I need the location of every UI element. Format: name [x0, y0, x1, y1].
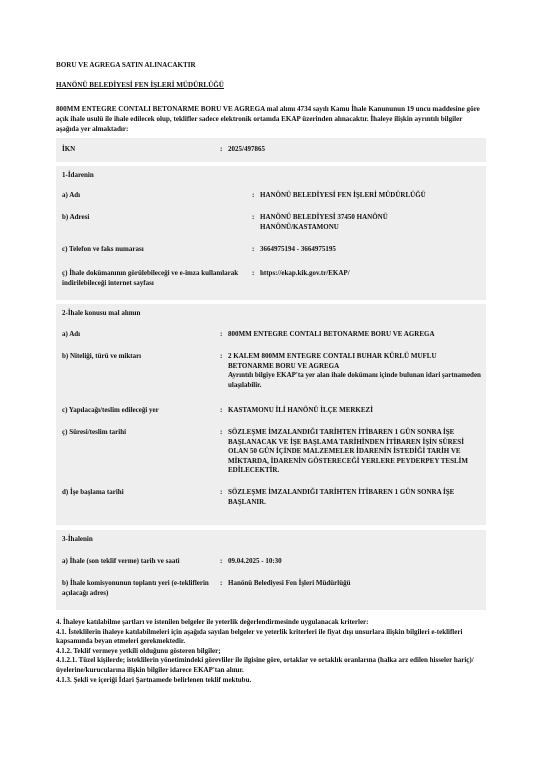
section1-row-colon: : [252, 269, 255, 277]
criteria-item: 4. İhaleye katılabilme şartları ve istenilen belgeler ile yeterlik değerlendirmesinde uygulanacak kriterler: [56, 618, 369, 626]
section1-row-label: c) Telefon ve faks numarası [62, 245, 144, 253]
section2-box [56, 304, 486, 525]
section2-row-value: KASTAMONU İLİ HANÖNÜ İLÇE MERKEZİ [228, 406, 373, 414]
section1-row-colon: : [252, 213, 255, 221]
section2-row-label: b) Niteliği, türü ve miktarı [62, 352, 142, 360]
section1-row-value: HANÖNÜ BELEDİYESİ FEN İŞLERİ MÜDÜRLÜĞÜ [260, 191, 426, 199]
section1-row-value: https://ekap.kik.gov.tr/EKAP/ [260, 269, 350, 277]
section1-row-colon: : [252, 191, 255, 199]
section1-row-label: a) Adı [62, 191, 81, 199]
section1-row-label: ç) İhale dokümanının görülebileceği ve e-imza kullanılarak indirilebileceği internet sayfası [62, 269, 239, 287]
section1-row-label: b) Adresi [62, 213, 90, 221]
section2-row-value: SÖZLEŞME İMZALANDIĞI TARİHTEN İTİBAREN 1 GÜN SONRA İŞE BAŞLANACAK VE İŞE BAŞLAMA TARİHİNDEN İTİBAREN İŞİN SÜRESİ OLAN 50 GÜN İÇİNDE MALZEMELER İDARENİN İSTEDİĞİ TARİH VE MİKTARDA, İDARENİN GÖSTERECEĞİ YERLERE PEYDERPEY TESLİM EDİLECEKTİR. [228, 428, 468, 474]
intro-paragraph: 800MM ENTEGRE CONTALI BETONARME BORU VE AGREGA mal alımı 4734 sayılı Kamu İhale Kanununun 19 uncu maddesine göre açık ihale usulü ile ihale edilecek olup, teklifler sadece elektronik ortamda EKAP üzerinden alınacaktır. İhaleye ilişkin ayrıntılı bilgiler aşağıda yer almaktadır: [56, 105, 480, 133]
document-title: BORU VE AGREGA SATIN ALINACAKTIR [56, 61, 196, 69]
section2-heading: 2-İhale konusu mal alımın [62, 309, 141, 317]
section2-row-colon: : [220, 488, 223, 496]
section1-box [56, 166, 486, 300]
section2-row-label: ç) Süresi/teslim tarihi [62, 428, 127, 436]
ikn-colon: : [220, 145, 223, 153]
section3-row-colon: : [220, 557, 223, 565]
criteria-item: 4.1.2. Teklif vermeye yetkili olduğunu gösteren bilgiler; [56, 646, 221, 655]
section2-row-value-main: 2 KALEM 800MM ENTEGRE CONTALI BUHAR KÜRLÜ MUFLU BETONARME BORU VE AGREGA [228, 352, 437, 370]
ikn-box [56, 138, 486, 162]
section1-heading: 1-İdarenin [62, 171, 94, 179]
section2-row-label: a) Adı [62, 330, 81, 338]
criteria-item: 4.1.2.1. Tüzel kişilerde; isteklilerin yönetimindeki görevliler ile ilgisine göre, ortaklar ve ortaklık oranlarına (halka arz edilen hisseler hariç)/üyelerine/kurucularına ilişkin bilgiler idarece EKAP'tan alınır. [56, 656, 474, 674]
section2-row-colon: : [220, 406, 223, 414]
section3-row-label: b) İhale komisyonunun toplantı yeri (e-tekliflerin açılacağı adres) [62, 579, 209, 597]
section2-row-value: 800MM ENTEGRE CONTALI BETONARME BORU VE AGREGA [228, 330, 435, 338]
ikn-value: 2025/497865 [228, 145, 265, 153]
section2-row-colon: : [220, 352, 223, 360]
section2-row-colon: : [220, 428, 223, 436]
ikn-label: İKN [62, 145, 76, 153]
criteria-item: 4.1. İsteklilerin ihaleye katılabilmeleri için aşağıda sayılan belgeler ve yeterlik kriterleri ile fiyat dışı unsurlara ilişkin bilgileri e-teklifleri kapsamında beyan etmeleri gerekmektedir. [56, 627, 463, 646]
section3-row-value: 09.04.2025 - 10:30 [228, 557, 282, 565]
section2-row-label: c) Yapılacağı/teslim edileceği yer [62, 406, 159, 414]
section3-row-colon: : [220, 579, 223, 587]
section2-row-value: SÖZLEŞME İMZALANDIĞI TARİHTEN İTİBAREN 1 GÜN SONRA İŞE BAŞLANIR. [228, 488, 455, 506]
section1-row-value: 3664975194 - 3664975195 [260, 245, 336, 253]
criteria-list [56, 618, 486, 685]
section2-row-colon: : [220, 330, 223, 338]
section1-row-value-line2: HANÖNÜ/KASTAMONU [260, 222, 339, 231]
section2-row-value-note: Ayrıntılı bilgiye EKAP'ta yer alan ihale dokümanı içinde bulunan idari şartnameden ulaşılabilir. [228, 371, 481, 389]
section3-row-label: a) İhale (son teklif verme) tarih ve saati [62, 557, 180, 565]
section2-row-label: d) İşe başlama tarihi [62, 488, 124, 496]
section3-box [56, 530, 486, 610]
section3-heading: 3-İhalenin [62, 535, 93, 543]
criteria-item: 4.1.3. Şekli ve içeriği İdari Şartnamede belirlenen teklif mektubu. [56, 675, 252, 684]
section3-row-value: Hanönü Belediyesi Fen İşleri Müdürlüğü [228, 579, 351, 587]
authority-heading: HANÖNÜ BELEDİYESİ FEN İŞLERİ MÜDÜRLÜĞÜ [56, 81, 224, 89]
section1-row-colon: : [252, 245, 255, 253]
section2-row-value [228, 352, 482, 390]
section1-row-value: HANÖNÜ BELEDİYESİ 37450 HANÖNÜ [260, 213, 388, 221]
